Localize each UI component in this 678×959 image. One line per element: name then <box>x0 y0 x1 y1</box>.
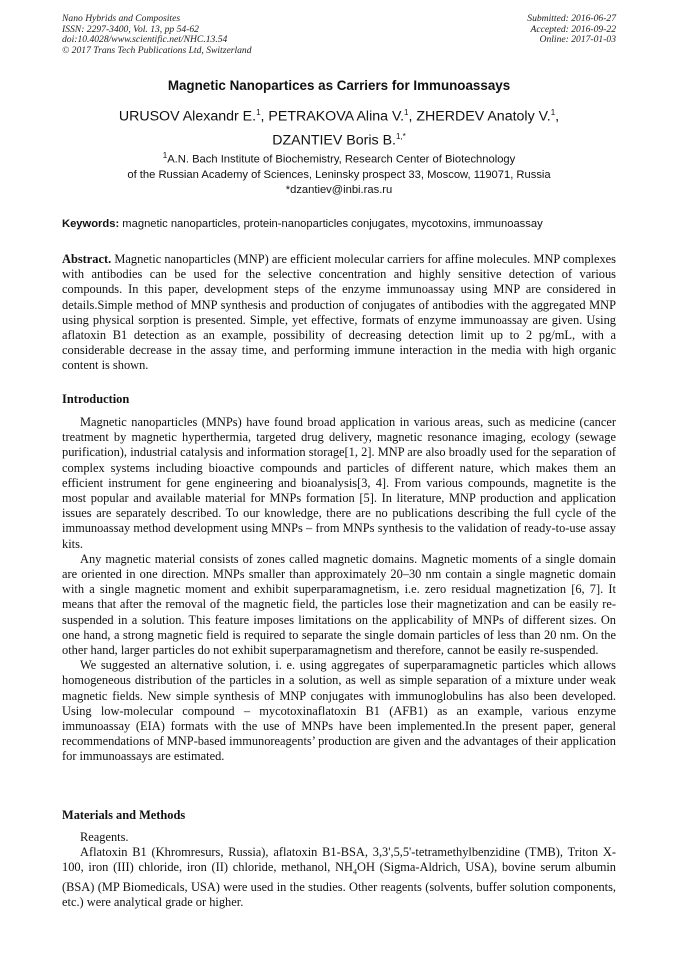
paragraph: Magnetic nanoparticles (MNPs) have found broad application in various areas, such as medicine (cancer treatment by magnetic hyperthermia, targeted drug delivery, magnetic resonance imaging, ecology (sewage purification), industrial catalysis and information storage[1, 2]. MNP are also broadly used for the separation of complex systems including bioactive compounds and particles of different nature, which makes them an efficient instrument for gene engineering and bioanalysis[3, 4]. From various compounds, magnetite is the most popular and available material for MNPs formation [5]. In literature, MNP production and application issues are separately described. To our knowledge, there are no publications describing the full cycle of the immunoassay method development using MNPs – from MNPs synthesis to the validation of ready-to-use assay kits. <box>62 415 616 551</box>
author-name: URUSOV Alexandr E. <box>118 108 257 125</box>
affiliation-mark: 1 <box>162 151 168 160</box>
paper-title: Magnetic Nanopartices as Carriers for Immunoassays <box>167 78 511 93</box>
affiliation-mark: 1,* <box>395 131 406 141</box>
section-heading-introduction: Introduction <box>62 392 130 406</box>
affiliation-mark: 1 <box>256 108 261 117</box>
journal-info <box>62 14 252 56</box>
subsection-label: Reagents. <box>80 830 129 844</box>
keywords <box>62 218 622 230</box>
affiliation-line: A.N. Bach Institute of Biochemistry, Research Center of Biotechnology <box>167 153 516 166</box>
journal-issn: ISSN: 2297-3400, Vol. 13, pp 54-62 <box>62 23 199 35</box>
submitted-date: Submitted: 2016-06-27 <box>527 13 616 24</box>
methods-body <box>62 830 616 910</box>
keywords-label: Keywords: <box>62 218 120 230</box>
abstract-text: Magnetic nanoparticles (MNP) are efficient molecular carriers for affine molecules. MNP complexes with antibodies can be used for the selective concentration and highly sensitive detection of various compounds. In this paper, development steps of the enzyme immunoassay using MNP are considered in details.Simple method of MNP synthesis and production of conjugates of antibodies with the aggregated MNP using physical sorption is presented. Simple, yet effective, formats of enzyme immunoassay are given. Using aflatoxin B1 detection as an example, possibility of decreasing detection limit up to 2 pg/mL, with a considerable decrease in the assay time, and performing immune interaction in the media with high organic content is shown. <box>62 252 616 373</box>
keywords-text: magnetic nanoparticles, protein-nanoparticles conjugates, mycotoxins, immunoassay <box>119 218 543 230</box>
author-list: URUSOV Alexandr E.$^1$, PETRAKOVA Alina V.$^1$, ZHERDEV Anatoly V.$^1$, DZANTIEV Boris B.$^{1,*}$ <box>118 108 560 149</box>
affiliation-mark: 1 <box>550 108 556 117</box>
section-heading-methods: Materials and Methods <box>62 808 186 822</box>
journal-name: Nano Hybrids and Composites <box>62 13 181 24</box>
submission-dates <box>527 14 616 46</box>
introduction-body <box>62 415 616 765</box>
accepted-date: Accepted: 2016-09-22 <box>530 23 616 35</box>
affiliation <box>62 148 616 183</box>
journal-copyright: © 2017 Trans Tech Publications Ltd, Switzerland <box>62 44 252 56</box>
paragraph: Aflatoxin B1 (Khromresurs, Russia), aflatoxin B1-BSA, 3,3',5,5'-tetramethylbenzidine (TMB), Triton X-100, iron (III) chloride, iron (II) chloride, methanol, $NH_4OH$ (Sigma-Aldrich, USA), bovine serum albumin (BSA) (MP Biomedicals, USA) were used in the studies. Other reagents (solvents, buffer solution components, etc.) were analytical grade or higher. <box>62 845 616 910</box>
paragraph: Any magnetic material consists of zones called magnetic domains. Magnetic moments of a single domain are oriented in one direction. MNPs smaller than approximately 20–30 nm contain a single magnetic domain with a single magnetic moment and exhibit superparamagnetism, i.e. zero residual magnetization [6, 7]. It means that after the removal of the magnetic field, the particles lose their magnetization and can be easily re-suspended in a solution. This feature imposes limitations on the applicability of MNPs of different sizes. On one hand, a strong magnetic field is required to separate the single domain particles of less than 20 nm. On the other hand, larger particles do not exhibit superparamagnetism and therefore, cannot be easily re-suspended. <box>62 551 616 658</box>
corresponding-email[interactable]: *dzantiev@inbi.ras.ru <box>285 184 393 196</box>
author-name: DZANTIEV Boris B. <box>272 132 396 149</box>
affiliation-mark: 1 <box>404 108 409 117</box>
affiliation-line: of the Russian Academy of Sciences, Leninsky prospect 33, Moscow, 119071, Russia <box>127 168 551 181</box>
abstract-label: Abstract. <box>62 252 112 266</box>
paragraph: We suggested an alternative solution, i. e. using aggregates of superparamagnetic particles which allows homogeneous distribution of the particles in a solution, as well as simple separation of a mixture under weak magnetic fields. New simple synthesis of MNP conjugates with immunoglobulins has also been developed. Using low-molecular compound – mycotoxinaflatoxin B1 (AFB1) as an example, various enzyme immunoassay (EIA) formats with the use of MNPs have been implemented.In the present paper, general recommendations of MNP-based immunoreagents’ production are given and the advantages of their application for immunoassays are estimated. <box>62 658 616 764</box>
abstract <box>62 252 616 374</box>
author-name: PETRAKOVA Alina V. <box>268 108 405 125</box>
journal-doi: doi:10.4028/www.scientific.net/NHC.13.54 <box>62 34 228 46</box>
author-name: ZHERDEV Anatoly V. <box>416 108 551 125</box>
online-date: Online: 2017-01-03 <box>539 34 616 46</box>
